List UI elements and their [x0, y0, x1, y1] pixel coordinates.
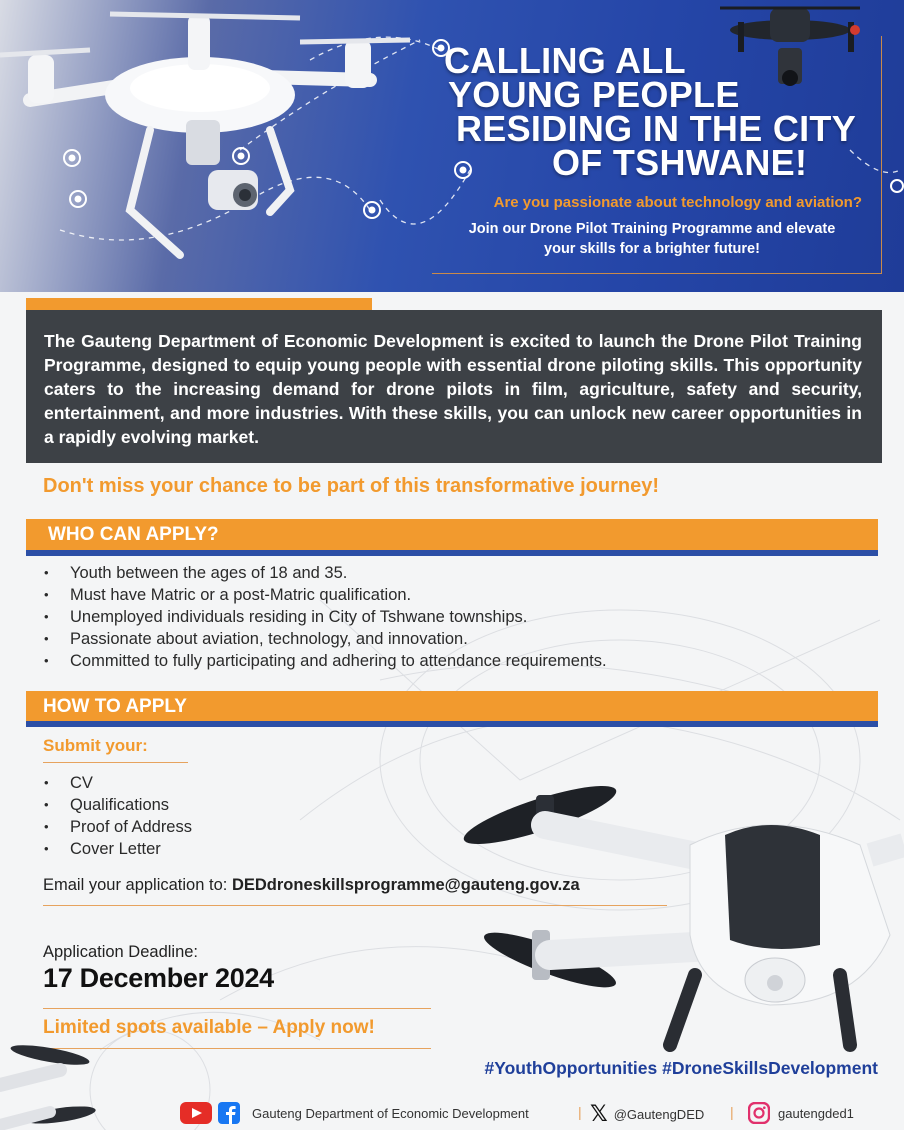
section-divider: [26, 550, 878, 556]
hero-banner: [0, 0, 904, 292]
deadline-label: Application Deadline:: [43, 943, 199, 961]
list-item: • CV: [44, 772, 192, 794]
intro-paragraph: The Gauteng Department of Economic Development is excited to launch the Drone Pilot Training Programme, designed to equip young people with essential drone piloting skills. This opportunity caters to the increasing demand for drone pilots in film, agriculture, safety and security, entertainment, and more industries. With these skills, you can unlock new career opportunities in a rapidly evolving market.: [26, 310, 882, 463]
submit-label: Submit your:: [43, 736, 148, 755]
list-item: • Youth between the ages of 18 and 35.: [44, 562, 607, 584]
section-divider: [26, 721, 878, 727]
hero-title-line: RESIDING IN THE CITY: [456, 108, 857, 149]
hashtags: #YouthOpportunities #DroneSkillsDevelopment: [484, 1058, 878, 1078]
who-can-apply-heading: WHO CAN APPLY?: [26, 519, 878, 553]
list-item: • Qualifications: [44, 794, 192, 816]
separator: |: [730, 1104, 734, 1120]
how-to-apply-heading: HOW TO APPLY: [26, 691, 878, 725]
email-address-link[interactable]: DEDdroneskillsprogramme@gauteng.gov.za: [231, 876, 580, 894]
eligibility-list: [44, 562, 607, 672]
white-drone-illustration: [0, 14, 410, 255]
list-item: • Committed to fully participating and adhering to attendance requirements.: [44, 650, 607, 672]
twitter-handle: @GautengDED: [613, 1107, 705, 1122]
twitter-link[interactable]: [590, 1102, 704, 1127]
hero-title: [432, 40, 882, 183]
list-item: • Must have Matric or a post-Matric qualification.: [44, 584, 607, 606]
deadline-date: 17 December 2024: [43, 963, 274, 993]
separator: |: [578, 1104, 582, 1120]
divider: [43, 1008, 431, 1009]
org-name: Gauteng Department of Economic Development: [252, 1105, 529, 1121]
instagram-handle: gautengded1: [778, 1105, 854, 1121]
divider: [43, 762, 188, 763]
instagram-link[interactable]: [748, 1102, 854, 1124]
hero-question: Are you passionate about technology and aviation?: [493, 194, 862, 211]
foldable-drone-illustration: [440, 755, 904, 1055]
x-icon: 𝕏: [590, 1102, 608, 1127]
call-to-action-line: Don't miss your chance to be part of this transformative journey!: [43, 475, 659, 497]
email-prefix: Email your application to:: [43, 876, 228, 894]
list-item: • Cover Letter: [44, 838, 192, 860]
hero-title-line: CALLING ALL: [444, 40, 686, 81]
documents-list: [44, 772, 192, 860]
youtube-icon[interactable]: [180, 1102, 212, 1124]
hero-title-line: OF TSHWANE!: [552, 142, 808, 183]
facebook-icon[interactable]: [218, 1102, 240, 1124]
list-item: • Unemployed individuals residing in City of Tshwane townships.: [44, 606, 607, 628]
list-item: • Passionate about aviation, technology, and innovation.: [44, 628, 607, 650]
org-social-link[interactable]: [180, 1102, 529, 1124]
footer-social-bar: [180, 1100, 880, 1128]
limited-spots-notice: Limited spots available – Apply now!: [43, 1017, 375, 1038]
drone-corner-illustration: [0, 1030, 120, 1130]
hero-subtitle: Join our Drone Pilot Training Programme and elevate your skills for a brighter future!: [468, 221, 836, 257]
list-item: • Proof of Address: [44, 816, 192, 838]
hero-title-line: YOUNG PEOPLE: [448, 74, 740, 115]
instagram-icon: [748, 1102, 770, 1124]
